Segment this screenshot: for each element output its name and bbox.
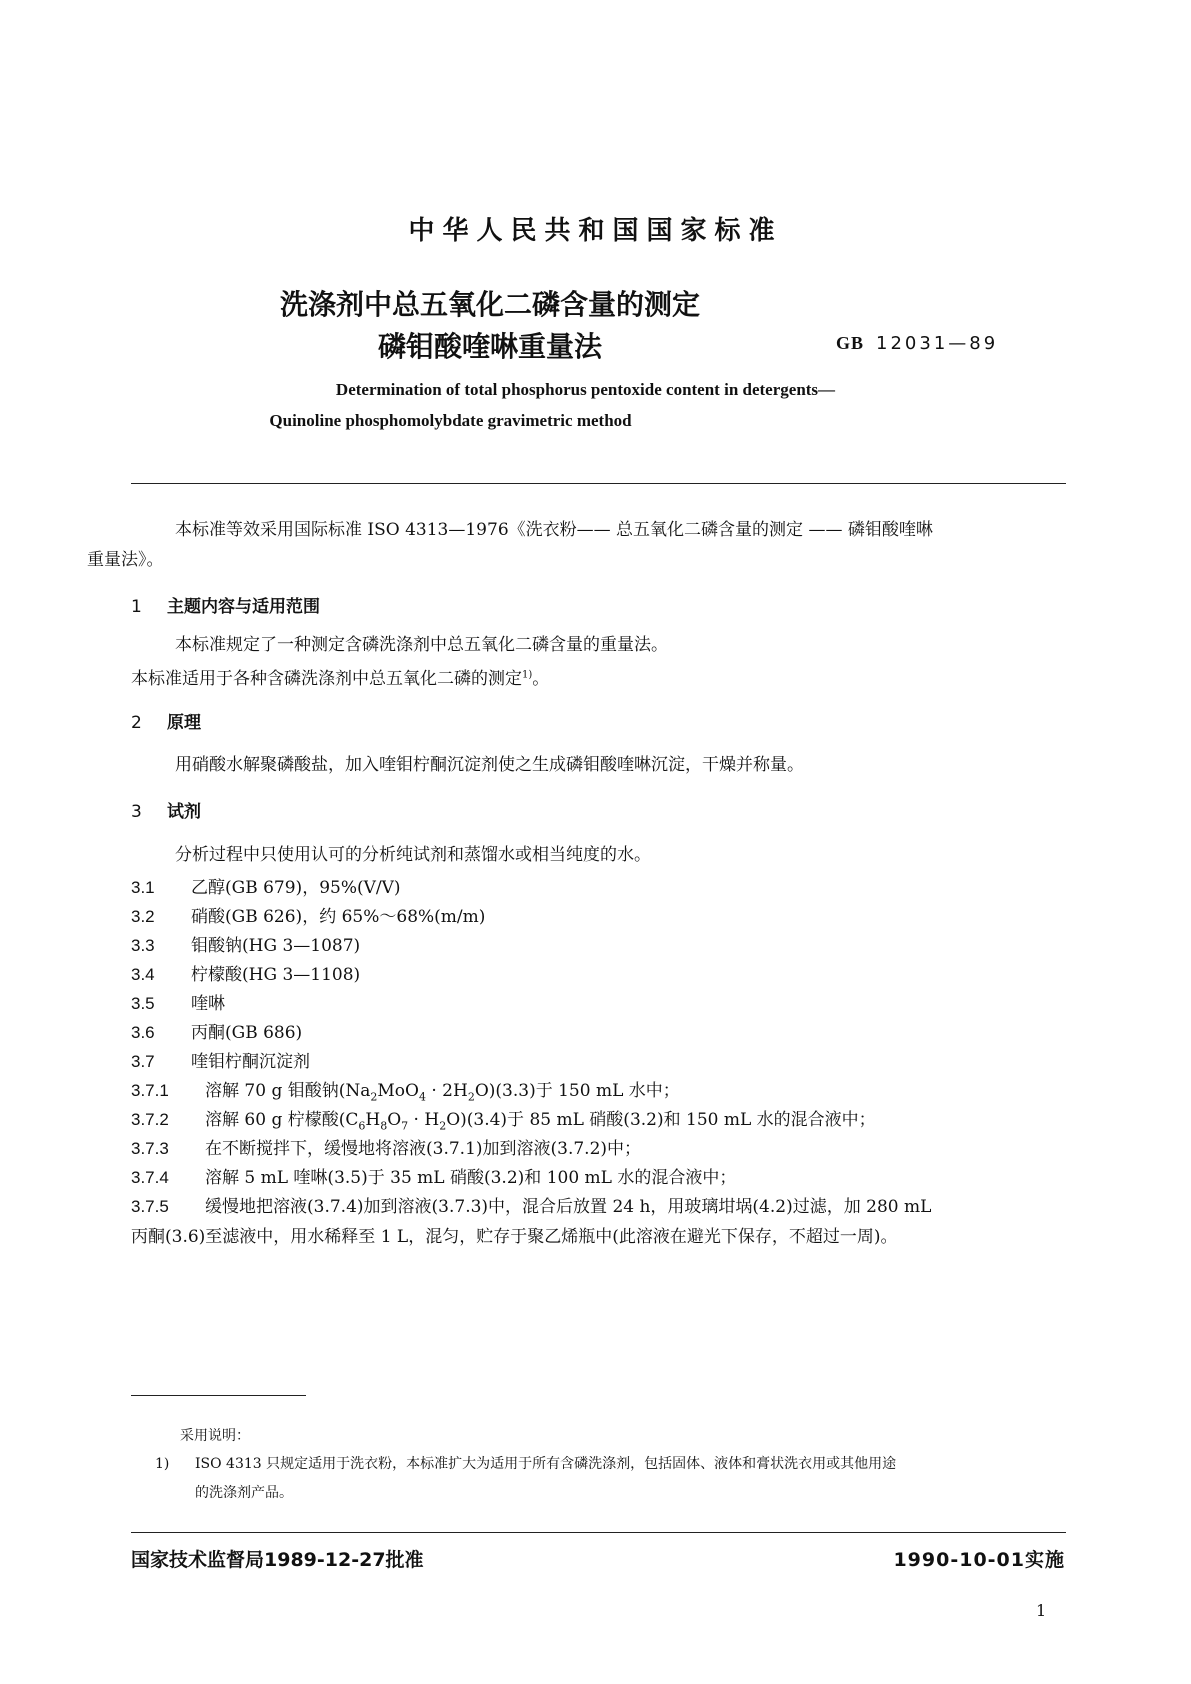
- item-number: 3.7: [131, 1052, 155, 1071]
- item-text: MoO: [377, 1081, 419, 1101]
- item-text-line1: 缓慢地把溶液(3.7.4)加到溶液(3.7.3)中，混合后放置 24 h，用玻璃坩埚(4.2)过滤，加 280 mL: [205, 1197, 932, 1217]
- section-number: 1: [131, 597, 142, 617]
- reagent-item: [131, 989, 225, 1014]
- section-2-body: 用硝酸水解聚磷酸盐，加入喹钼柠酮沉淀剂使之生成磷钼酸喹啉沉淀，干燥并称量。: [175, 755, 804, 775]
- item-number: 3.7.2: [131, 1110, 169, 1129]
- section-title: 主题内容与适用范围: [167, 597, 320, 617]
- footnote-line2: 的洗涤剂产品。: [195, 1485, 293, 1501]
- item-number: 3.7.3: [131, 1139, 169, 1158]
- footnote-ref: 1): [522, 669, 533, 680]
- subscript: 8: [380, 1119, 388, 1133]
- section-title: 试剂: [167, 802, 201, 822]
- header-divider: [131, 483, 1066, 484]
- item-text: O)(3.3)于 150 mL 水中；: [474, 1081, 680, 1101]
- document-title-line2: 磷钼酸喹啉重量法: [377, 330, 602, 363]
- reagent-subitem-372: [131, 1105, 876, 1132]
- english-title-line1: Determination of total phosphorus pentoxide content in detergents—: [335, 380, 836, 399]
- section-2-heading: [131, 708, 201, 733]
- reagent-item: [131, 873, 401, 898]
- reagent-item: [131, 1018, 302, 1043]
- item-number: 3.3: [131, 936, 155, 955]
- section-1-heading: [131, 592, 320, 617]
- intro-paragraph: [87, 515, 1071, 575]
- intro-line1: 本标准等效采用国际标准 ISO 4313—1976《洗衣粉—— 总五氧化二磷含量的测定 —— 磷钼酸喹啉: [175, 520, 933, 540]
- reagent-subitem-374: [131, 1163, 736, 1188]
- item-text: 溶解 5 mL 喹啉(3.5)于 35 mL 硝酸(3.2)和 100 mL 水的混合液中；: [205, 1168, 737, 1188]
- item-text: O: [387, 1110, 402, 1130]
- code-number: 12031—89: [876, 333, 999, 354]
- intro-line2: 重量法》。: [87, 550, 164, 570]
- item-text: · H: [408, 1110, 440, 1130]
- subscript: 2: [370, 1090, 378, 1104]
- footnote-divider: [131, 1395, 306, 1396]
- reagent-item: [131, 1047, 310, 1072]
- footnote-line1: ISO 4313 只规定适用于洗衣粉，本标准扩大为适用于所有含磷洗涤剂，包括固体、液体和膏状洗衣用或其他用途: [195, 1456, 897, 1472]
- item-text: 溶解 60 g 柠檬酸(C: [205, 1110, 359, 1130]
- item-number: 3.7.5: [131, 1197, 169, 1216]
- reagent-subitem-373: [131, 1134, 641, 1159]
- item-number: 3.4: [131, 965, 155, 984]
- item-number: 3.7.1: [131, 1081, 169, 1100]
- footnote-text: [155, 1450, 1075, 1508]
- section-1-p1: 本标准规定了一种测定含磷洗涤剂中总五氧化二磷含量的重量法。: [175, 635, 668, 655]
- national-standard-title: 中华人民共和国国家标准: [408, 216, 783, 246]
- reagent-subitem-375: [131, 1192, 1071, 1252]
- item-number: 3.1: [131, 878, 155, 897]
- item-number: 3.6: [131, 1023, 155, 1042]
- item-text: H: [365, 1110, 381, 1130]
- section-number: 2: [131, 713, 142, 733]
- section-1-p2-end: 。: [532, 668, 550, 689]
- section-3-heading: [131, 797, 201, 822]
- subscript: 4: [418, 1090, 426, 1104]
- subscript: 7: [401, 1119, 409, 1133]
- section-1-p2-text: 本标准适用于各种含磷洗涤剂中总五氧化二磷的测定: [131, 668, 522, 689]
- item-text: O)(3.4)于 85 mL 硝酸(3.2)和 150 mL 水的混合液中；: [446, 1110, 876, 1130]
- page-number: 1: [1036, 1601, 1047, 1620]
- document-title-line1: 洗涤剂中总五氧化二磷含量的测定: [279, 288, 700, 321]
- item-text: 乙醇(GB 679)，95%(V/V): [191, 878, 401, 898]
- section-1-body: [131, 630, 1071, 694]
- approval-date: 国家技术监督局1989-12-27批准: [131, 1549, 424, 1571]
- footnote-label: 采用说明：: [180, 1428, 250, 1444]
- code-prefix: GB: [836, 333, 865, 353]
- item-number: 3.7.4: [131, 1168, 169, 1187]
- item-text: 钼酸钠(HG 3—1087): [191, 936, 361, 956]
- section-title: 原理: [167, 713, 201, 733]
- reagent-subitem-371: [131, 1076, 680, 1103]
- reagent-item: [131, 960, 360, 985]
- item-number: 3.5: [131, 994, 155, 1013]
- effective-date: 1990-10-01实施: [893, 1549, 1065, 1571]
- item-text: 喹钼柠酮沉淀剂: [191, 1052, 310, 1072]
- item-text: 喹啉: [191, 994, 225, 1014]
- item-number: 3.2: [131, 907, 155, 926]
- section-1-p2: [131, 669, 549, 689]
- section-number: 3: [131, 802, 142, 822]
- item-text: 在不断搅拌下，缓慢地将溶液(3.7.1)加到溶液(3.7.2)中；: [205, 1139, 642, 1159]
- item-text-line2: 丙酮(3.6)至滤液中，用水稀释至 1 L，混匀，贮存于聚乙烯瓶中(此溶液在避光下保存，不超过一周)。: [131, 1227, 898, 1247]
- standard-code: [836, 333, 998, 354]
- item-text: 柠檬酸(HG 3—1108): [191, 965, 361, 985]
- section-3-intro: 分析过程中只使用认可的分析纯试剂和蒸馏水或相当纯度的水。: [175, 845, 651, 865]
- subscript: 6: [358, 1119, 366, 1133]
- subscript: 2: [467, 1090, 475, 1104]
- reagent-item: [131, 931, 360, 956]
- english-title-line2: Quinoline phosphomolybdate gravimetric method: [269, 411, 632, 430]
- item-text: · 2H: [425, 1081, 468, 1101]
- reagent-item: [131, 902, 485, 927]
- item-text: 溶解 70 g 钼酸钠(Na: [205, 1081, 371, 1101]
- subscript: 2: [439, 1119, 447, 1133]
- footer-divider: [131, 1532, 1066, 1533]
- item-text: 丙酮(GB 686): [191, 1023, 303, 1043]
- item-text: 硝酸(GB 626)，约 65%～68%(m/m): [191, 907, 486, 927]
- footnote-key: 1): [155, 1456, 170, 1472]
